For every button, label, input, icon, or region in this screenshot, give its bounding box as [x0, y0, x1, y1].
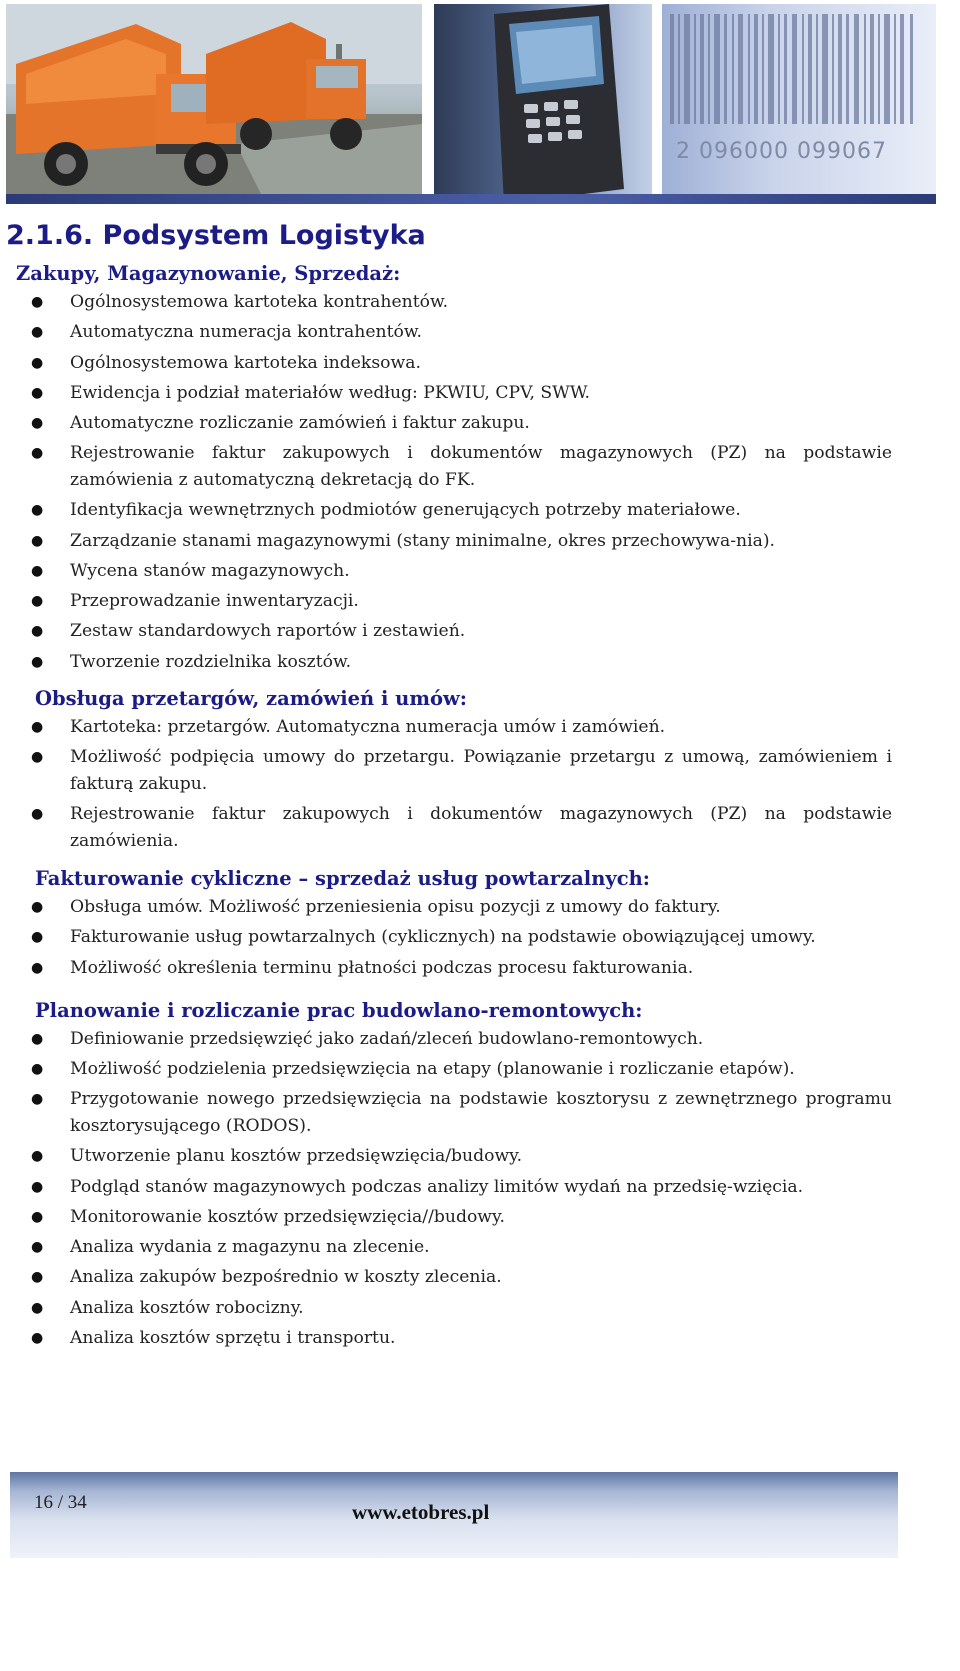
- list-item-text: Możliwość podzielenia przedsięwzięcia na etapy (planowanie i rozliczanie etapów).: [70, 1059, 795, 1080]
- bullet-icon: ●: [31, 898, 44, 915]
- list-item-text: Automatyczne rozliczanie zamówień i faktur zakupu.: [70, 413, 530, 434]
- bullet-icon: ●: [31, 562, 44, 579]
- list-item: [18, 1086, 898, 1139]
- list-item: [18, 1325, 898, 1352]
- bullet-icon: ●: [31, 719, 44, 736]
- list-item: [18, 618, 898, 645]
- list-item: [18, 714, 898, 741]
- list-item-text: Tworzenie rozdzielnika kosztów.: [70, 651, 352, 672]
- section-heading: Fakturowanie cykliczne – sprzedaż usług powtarzalnych:: [35, 866, 650, 890]
- list-item: [18, 801, 898, 854]
- bullet-icon: ●: [31, 593, 44, 610]
- list-item: [18, 319, 898, 346]
- barcode-graphic: [662, 4, 936, 204]
- bullet-list: [18, 714, 898, 854]
- list-item: [18, 1264, 898, 1291]
- list-item-text: Analiza kosztów sprzętu i transportu.: [70, 1328, 396, 1349]
- list-item: [18, 1143, 898, 1170]
- list-item: [18, 350, 898, 377]
- bullet-icon: ●: [31, 806, 44, 823]
- section-heading: Zakupy, Magazynowanie, Sprzedaż:: [16, 262, 401, 285]
- list-item-text: Utworzenie planu kosztów przedsięwzięcia/budowy.: [70, 1146, 523, 1167]
- list-item: [18, 649, 898, 676]
- bullet-icon: ●: [31, 1148, 44, 1165]
- list-item-text: Kartoteka: przetargów. Automatyczna numeracja umów i zamówień.: [70, 717, 666, 738]
- header-banner: [6, 4, 936, 204]
- bullet-icon: ●: [31, 294, 44, 310]
- section-przetargi: [18, 686, 898, 854]
- list-item-text: Rejestrowanie faktur zakupowych i dokumentów magazynowych (PZ) na podstawie zamówienia z automatyczną dekretacją do FK.: [70, 443, 892, 490]
- list-item-text: Podgląd stanów magazynowych podczas analizy limitów wydań na przedsię-wzięcia.: [70, 1176, 804, 1197]
- list-item-text: Przeprowadzanie inwentaryzacji.: [70, 591, 359, 612]
- bullet-icon: ●: [31, 1299, 44, 1316]
- list-item-text: Możliwość określenia terminu płatności podczas procesu fakturowania.: [70, 957, 694, 978]
- bullet-list: [18, 1026, 898, 1352]
- handheld-terminal-illustration: [434, 4, 652, 204]
- bullet-icon: ●: [31, 354, 44, 371]
- list-item-text: Fakturowanie usług powtarzalnych (cyklicznych) na podstawie obowiązującej umowy.: [70, 927, 816, 948]
- bullet-icon: ●: [31, 384, 44, 401]
- bullet-icon: ●: [31, 959, 44, 976]
- website-link[interactable]: www.etobres.pl: [352, 1500, 490, 1524]
- garbage-trucks-photo: [6, 4, 422, 204]
- bullet-icon: ●: [31, 532, 44, 549]
- list-item-text: Możliwość podpięcia umowy do przetargu. Powiązanie przetargu z umową, zamówieniem i fakturą zakupu.: [70, 747, 892, 794]
- bullet-icon: ●: [31, 749, 44, 766]
- bullet-icon: ●: [31, 1239, 44, 1256]
- bullet-icon: ●: [31, 1178, 44, 1195]
- section-heading: Obsługa przetargów, zamówień i umów:: [35, 687, 467, 711]
- list-item-text: Ogólnosystemowa kartoteka kontrahentów.: [70, 292, 449, 312]
- bullet-icon: ●: [31, 502, 44, 519]
- list-item: [18, 1234, 898, 1261]
- bullet-icon: ●: [31, 1030, 44, 1047]
- bullet-icon: ●: [31, 623, 44, 640]
- barcode-number: 2 096000 099067: [676, 139, 887, 164]
- list-item: [18, 528, 898, 555]
- bullet-icon: ●: [31, 1330, 44, 1347]
- list-item: [18, 1295, 898, 1322]
- handheld-terminal-photo: [434, 4, 652, 204]
- section-planowanie: [18, 998, 898, 1352]
- list-item: [18, 497, 898, 524]
- bullet-icon: ●: [31, 1208, 44, 1225]
- list-item: [18, 955, 898, 982]
- bullet-icon: ●: [31, 415, 44, 432]
- page-number: 16 / 34: [34, 1492, 87, 1513]
- list-item: [18, 1204, 898, 1231]
- page-title: 2.1.6. Podsystem Logistyka: [6, 220, 426, 251]
- list-item-text: Obsługa umów. Możliwość przeniesienia opisu pozycji z umowy do faktury.: [70, 896, 721, 917]
- list-item-text: Zarządzanie stanami magazynowymi (stany minimalne, okres przechowywa-nia).: [70, 530, 776, 551]
- bullet-icon: ●: [31, 1061, 44, 1078]
- list-item-text: Rejestrowanie faktur zakupowych i dokumentów magazynowych (PZ) na podstawie zamówienia.: [70, 804, 892, 851]
- list-item-text: Monitorowanie kosztów przedsięwzięcia//budowy.: [70, 1206, 505, 1227]
- banner-underline: [6, 194, 936, 204]
- list-item-text: Identyfikacja wewnętrznych podmiotów generujących potrzeby materiałowe.: [70, 500, 741, 521]
- barcode-icon: [662, 4, 936, 204]
- bullet-icon: ●: [31, 1269, 44, 1286]
- list-item-text: Zestaw standardowych raportów i zestawień.: [70, 621, 466, 642]
- garbage-trucks-illustration: [6, 4, 422, 204]
- content-body: [18, 261, 898, 1355]
- bullet-icon: ●: [31, 1091, 44, 1108]
- bullet-icon: ●: [31, 445, 44, 462]
- list-item: [18, 410, 898, 437]
- section-heading: Planowanie i rozliczanie prac budowlano-remontowych:: [35, 998, 643, 1022]
- list-item-text: Przygotowanie nowego przedsięwzięcia na podstawie kosztorysu z zewnętrznego programu kosztorysującego (RODOS).: [70, 1089, 892, 1136]
- list-item: [18, 588, 898, 615]
- list-item: [18, 558, 898, 585]
- section-fakturowanie: [18, 866, 898, 981]
- list-item: [18, 1174, 898, 1201]
- bullet-icon: ●: [31, 653, 44, 670]
- list-item: [18, 924, 898, 951]
- list-item-text: Definiowanie przedsięwzięć jako zadań/zleceń budowlano-remontowych.: [70, 1028, 704, 1049]
- list-item: [18, 744, 898, 797]
- list-item: [18, 1026, 898, 1053]
- bullet-icon: ●: [31, 929, 44, 946]
- section-zakupy: [18, 261, 898, 675]
- list-item-text: Ewidencja i podział materiałów według: PKWIU, CPV, SWW.: [70, 382, 590, 403]
- list-item-text: Analiza kosztów robocizny.: [70, 1297, 304, 1318]
- list-item-text: Analiza zakupów bezpośrednio w koszty zlecenia.: [70, 1267, 502, 1288]
- list-item-text: Analiza wydania z magazynu na zlecenie.: [70, 1237, 430, 1258]
- bullet-list: [18, 894, 898, 981]
- list-item-text: Ogólnosystemowa kartoteka indeksowa.: [70, 352, 421, 373]
- list-item: [18, 440, 898, 493]
- list-item: [18, 894, 898, 921]
- list-item-text: Wycena stanów magazynowych.: [70, 560, 350, 581]
- bullet-icon: ●: [31, 324, 44, 341]
- list-item-text: Automatyczna numeracja kontrahentów.: [70, 322, 422, 343]
- list-item: [18, 1056, 898, 1083]
- bullet-list: [18, 289, 898, 675]
- list-item: [18, 380, 898, 407]
- list-item: [18, 289, 898, 316]
